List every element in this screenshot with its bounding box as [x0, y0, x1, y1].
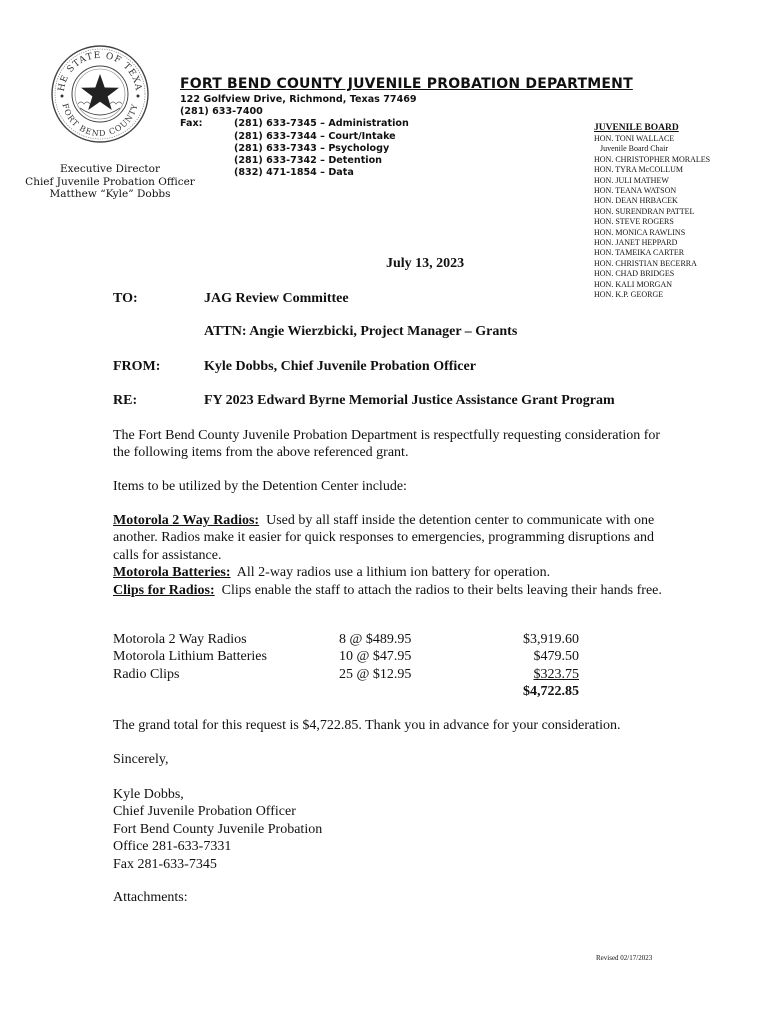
items-intro: Items to be utilized by the Detention Center include: — [113, 479, 407, 494]
juvenile-board-list — [594, 122, 710, 301]
clips-label: Clips for Radios: — [113, 582, 215, 598]
board-member: HON. JANET HEPPARD — [594, 238, 678, 248]
executive-director-block — [20, 163, 200, 201]
fax-line: (832) 471-1854 – Data — [234, 167, 354, 179]
signature-fax: Fax 281-633-7345 — [113, 856, 217, 872]
attn-value: ATTN: Angie Wierzbicki, Project Manager – Grants — [204, 324, 518, 339]
main-phone: (281) 633-7400 — [180, 106, 263, 118]
fax-line: (281) 633-7345 – Administration — [234, 118, 409, 130]
board-title: JUVENILE BOARD — [594, 123, 679, 133]
intro-paragraph: The Fort Bend County Juvenile Probation Department is respectfully requesting consideration for the following items from the above referenced grant. — [113, 428, 661, 461]
board-member: HON. JULI MATHEW — [594, 175, 669, 185]
batteries-description — [113, 564, 663, 581]
to-value: JAG Review Committee — [204, 291, 349, 306]
fax-line: (281) 633-7342 – Detention — [234, 155, 383, 167]
item-name: Motorola 2 Way Radios — [113, 632, 247, 647]
board-member: HON. CHAD BRIDGES — [594, 269, 675, 279]
item-name: Motorola Lithium Batteries — [113, 649, 267, 665]
radios-label: Motorola 2 Way Radios: — [113, 513, 260, 528]
signature-org: Fort Bend County Juvenile Probation — [113, 821, 323, 837]
board-member: HON. TEANA WATSON — [594, 186, 677, 196]
signature-name: Kyle Dobbs, — [113, 787, 184, 802]
texas-seal-icon — [50, 44, 150, 144]
signature-title: Chief Juvenile Probation Officer — [113, 804, 296, 820]
board-member: HON. TONI WALLACE — [594, 134, 675, 143]
total-row — [113, 683, 593, 700]
board-chair-label: Juvenile Board Chair — [600, 144, 668, 154]
item-amount: $3,919.60 — [523, 632, 579, 647]
board-member: HON. TAMEIKA CARTER — [594, 248, 685, 258]
re-label: RE: — [113, 393, 138, 408]
batteries-text: All 2-way radios use a lithium ion battery for operation. — [236, 565, 551, 581]
attachments-label: Attachments: — [113, 890, 188, 905]
address: 122 Golfview Drive, Richmond, Texas 77469 — [180, 94, 417, 105]
board-member: HON. SURENDRAN PATTEL — [594, 206, 695, 216]
item-name: Radio Clips — [113, 666, 180, 682]
board-member: HON. KALI MORGAN — [594, 279, 672, 289]
board-member: HON. STEVE ROGERS — [594, 217, 674, 227]
board-member: HON. DEAN HRBACEK — [594, 196, 678, 206]
board-member: HON. CHRISTIAN BECERRA — [594, 258, 697, 268]
to-label: TO: — [113, 291, 138, 306]
from-value: Kyle Dobbs, Chief Juvenile Probation Officer — [204, 359, 476, 374]
board-member: HON. MONICA RAWLINS — [594, 227, 686, 237]
from-label: FROM: — [113, 359, 161, 374]
fax-line: (281) 633-7344 – Court/Intake — [234, 130, 396, 142]
signature-office-phone: Office 281-633-7331 — [113, 839, 232, 855]
revised-date: Revised 02/17/2023 — [596, 954, 653, 962]
table-row — [113, 631, 593, 648]
signature-block — [113, 786, 663, 873]
clips-description — [113, 582, 663, 599]
board-member: HON. TYRA McCOLLUM — [594, 165, 683, 175]
table-row — [113, 666, 593, 683]
organization-name: FORT BEND COUNTY JUVENILE PROBATION DEPARTMENT — [180, 76, 633, 92]
item-qty: 25 @ $12.95 — [339, 666, 412, 682]
seal-bottom-text: FORT BEND COUNTY — [60, 102, 140, 139]
fax-line: (281) 633-7343 – Psychology — [234, 142, 390, 154]
table-row — [113, 648, 593, 665]
board-member: HON. CHRISTOPHER MORALES — [594, 154, 711, 164]
radios-text: Used by all staff inside the detention center to communicate with one another. Radios make it easier for quick responses to emergencies, programming disruptions and calls for assistance. — [113, 513, 655, 563]
executive-title: Executive Director — [60, 163, 160, 175]
item-descriptions — [113, 512, 663, 599]
item-amount: $323.75 — [533, 666, 579, 682]
contact-block — [180, 94, 417, 179]
items-total: $4,722.85 — [523, 684, 579, 700]
executive-name: Matthew “Kyle” Dobbs — [49, 188, 171, 201]
radios-description — [113, 512, 663, 564]
item-amount: $479.50 — [533, 649, 579, 665]
batteries-label: Motorola Batteries: — [113, 565, 231, 581]
executive-role: Chief Juvenile Probation Officer — [25, 175, 195, 188]
seal-top-text: HE STATE OF TEXA — [56, 50, 144, 93]
grand-total-sentence: The grand total for this request is $4,722.85. Thank you in advance for your consideration. — [113, 718, 621, 733]
county-seal — [50, 44, 150, 144]
item-qty: 8 @ $489.95 — [339, 632, 412, 647]
sincerely: Sincerely, — [113, 752, 169, 767]
board-member: HON. K.P. GEORGE — [594, 290, 664, 300]
cost-table — [113, 631, 593, 701]
clips-text: Clips enable the staff to attach the radios to their belts leaving their hands free. — [221, 582, 662, 598]
fax-label: Fax: — [180, 118, 203, 130]
item-qty: 10 @ $47.95 — [339, 649, 412, 665]
memo-date: July 13, 2023 — [386, 256, 465, 271]
re-value: FY 2023 Edward Byrne Memorial Justice Assistance Grant Program — [204, 393, 615, 408]
